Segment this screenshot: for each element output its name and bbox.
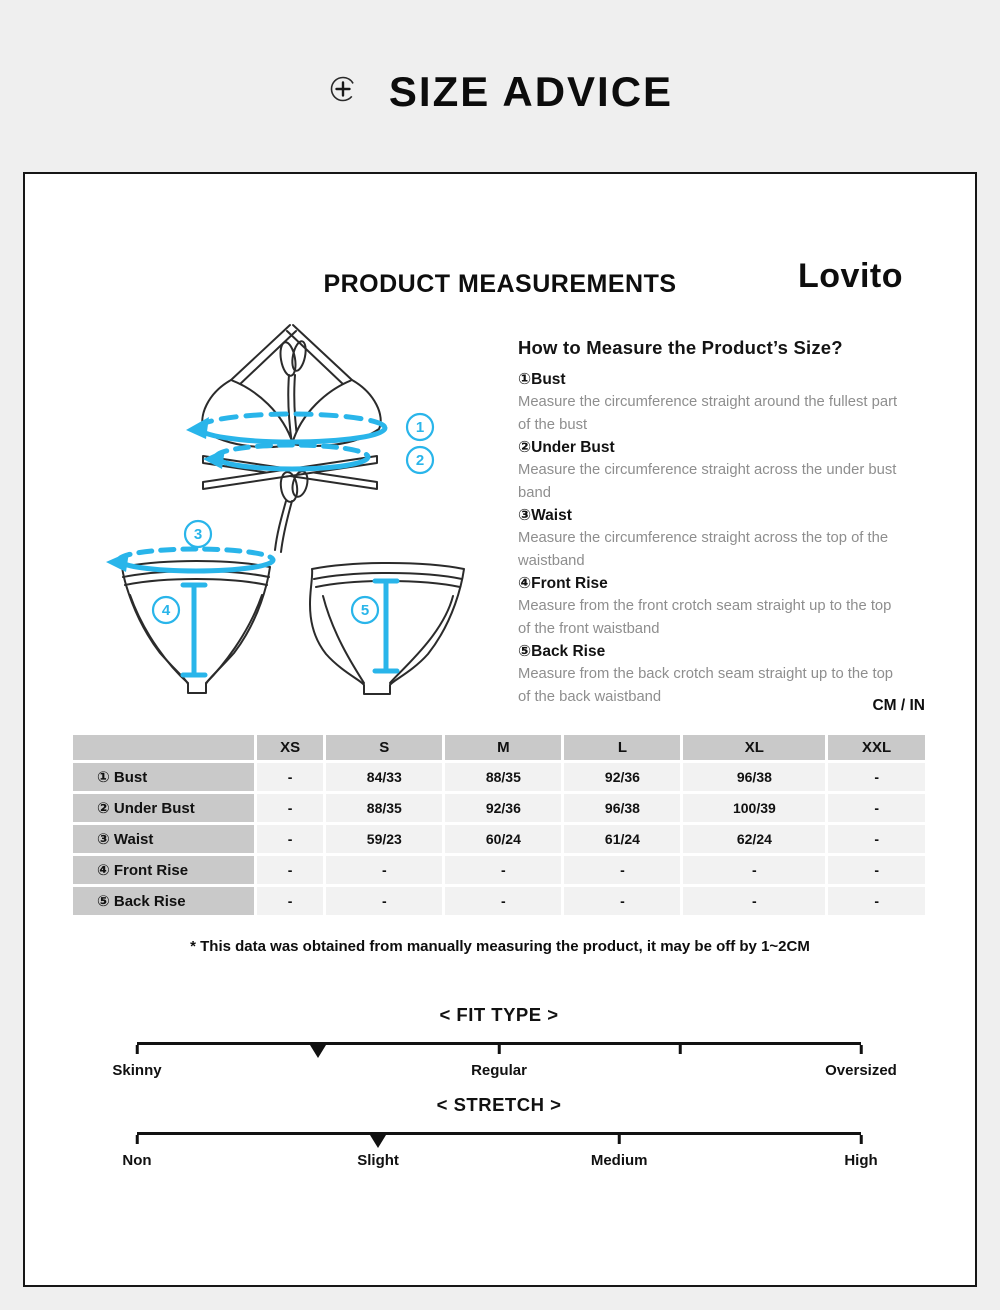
cell: 61/24 — [564, 825, 680, 853]
product-diagram — [102, 317, 492, 712]
units-label: CM / IN — [872, 697, 925, 714]
row-label: ④ Front Rise — [73, 856, 254, 884]
slider-label-skinny: Skinny — [112, 1062, 162, 1079]
table-row-back-rise — [73, 887, 925, 915]
table-row-front-rise — [73, 856, 925, 884]
cell: - — [257, 794, 323, 822]
item-number: ⑤ — [518, 643, 532, 660]
item-desc: Measure the circumference straight across the top of the waistband — [518, 530, 889, 569]
size-table-wrap — [70, 732, 928, 918]
cell: - — [445, 856, 561, 884]
page-title: SIZE ADVICE — [388, 68, 674, 115]
item-name: Waist — [531, 507, 572, 524]
slider-track — [137, 1042, 861, 1056]
slider-tick — [860, 1135, 863, 1144]
slider-title: < STRETCH > — [436, 1094, 562, 1115]
plus-circle-icon — [327, 73, 359, 105]
cell: - — [257, 887, 323, 915]
callout-5: 5 — [360, 602, 370, 619]
cell: 84/33 — [326, 763, 442, 791]
cell: 59/23 — [326, 825, 442, 853]
how-to-title: How to Measure the Product’s Size? — [518, 337, 843, 358]
slider-tick — [136, 1135, 139, 1144]
slider-label-non: Non — [122, 1152, 152, 1169]
cell: - — [828, 887, 925, 915]
slider-label-slight: Slight — [357, 1152, 399, 1169]
slider-track — [137, 1132, 861, 1146]
cell: - — [683, 887, 825, 915]
cell: - — [257, 825, 323, 853]
cell: 88/35 — [326, 794, 442, 822]
cell: - — [828, 763, 925, 791]
item-name: Front Rise — [531, 575, 608, 592]
column-header-xl: XL — [683, 735, 825, 760]
measure-item-bust — [518, 368, 903, 436]
slider-label-oversized: Oversized — [825, 1062, 897, 1079]
row-label: ① Bust — [73, 763, 254, 791]
measurements-card — [23, 172, 977, 1287]
page-header — [0, 68, 1000, 116]
row-label: ⑤ Back Rise — [73, 887, 254, 915]
cell: - — [326, 856, 442, 884]
column-header-xs: XS — [257, 735, 323, 760]
fit-type-marker — [310, 1045, 326, 1058]
measurement-note: * This data was obtained from manually measuring the product, it may be off by 1~2CM — [190, 938, 810, 955]
cell: - — [564, 856, 680, 884]
slider-labels — [112, 1062, 897, 1082]
slider-tick — [498, 1045, 501, 1054]
cell: 100/39 — [683, 794, 825, 822]
cell: - — [828, 825, 925, 853]
slider-labels — [122, 1152, 878, 1172]
cell: 62/24 — [683, 825, 825, 853]
measure-item-front-rise — [518, 572, 903, 640]
callout-1: 1 — [415, 419, 425, 436]
card-title: PRODUCT MEASUREMENTS — [323, 270, 677, 298]
cell: 96/38 — [683, 763, 825, 791]
cell: - — [257, 763, 323, 791]
cell: - — [828, 856, 925, 884]
slider-tick — [679, 1045, 682, 1054]
callout-4: 4 — [161, 602, 171, 619]
cell: - — [445, 887, 561, 915]
item-desc: Measure from the front crotch seam straight up to the top of the front waistband — [518, 598, 892, 637]
item-desc: Measure the circumference straight across the under bust band — [518, 462, 897, 501]
cell: 92/36 — [564, 763, 680, 791]
measure-item-under-bust — [518, 436, 903, 504]
cell: - — [326, 887, 442, 915]
item-name: Bust — [531, 371, 566, 388]
cell: 96/38 — [564, 794, 680, 822]
slider-label-medium: Medium — [590, 1152, 648, 1169]
cell: 88/35 — [445, 763, 561, 791]
how-to-section — [518, 337, 903, 708]
measure-item-waist — [518, 504, 903, 572]
brand-logo: Lovito — [798, 257, 903, 295]
column-header-xxl: XXL — [828, 735, 925, 760]
slider-tick — [860, 1045, 863, 1054]
cell: - — [564, 887, 680, 915]
slider-tick — [136, 1045, 139, 1054]
fit-type-slider — [112, 1004, 897, 1082]
item-desc: Measure from the back crotch seam straight up to the top of the back waistband — [518, 666, 894, 705]
slider-title: < FIT TYPE > — [439, 1004, 559, 1025]
item-desc: Measure the circumference straight around the fullest part of the bust — [518, 394, 898, 433]
table-row-waist — [73, 825, 925, 853]
cell: 60/24 — [445, 825, 561, 853]
callout-3: 3 — [193, 526, 203, 543]
slider-label-high: High — [844, 1152, 878, 1169]
measure-item-back-rise — [518, 640, 903, 708]
cell: 92/36 — [445, 794, 561, 822]
corner-cell — [73, 735, 254, 760]
callout-2: 2 — [415, 452, 425, 469]
stretch-slider — [122, 1094, 878, 1172]
item-name: Under Bust — [531, 439, 615, 456]
stretch-marker — [370, 1135, 386, 1148]
item-number: ④ — [518, 575, 532, 592]
table-row-under-bust — [73, 794, 925, 822]
cell: - — [828, 794, 925, 822]
table-header-row — [73, 735, 925, 760]
item-number: ③ — [518, 507, 532, 524]
row-label: ② Under Bust — [73, 794, 254, 822]
item-number: ② — [518, 439, 532, 456]
row-label: ③ Waist — [73, 825, 254, 853]
item-name: Back Rise — [531, 643, 606, 660]
slider-tick — [618, 1135, 621, 1144]
size-table — [70, 732, 928, 918]
slider-label-regular: Regular — [471, 1062, 527, 1079]
column-header-l: L — [564, 735, 680, 760]
cell: - — [683, 856, 825, 884]
bikini-line-art — [122, 325, 464, 694]
table-row-bust — [73, 763, 925, 791]
column-header-m: M — [445, 735, 561, 760]
cell: - — [257, 856, 323, 884]
item-number: ① — [518, 371, 532, 388]
column-header-s: S — [326, 735, 442, 760]
